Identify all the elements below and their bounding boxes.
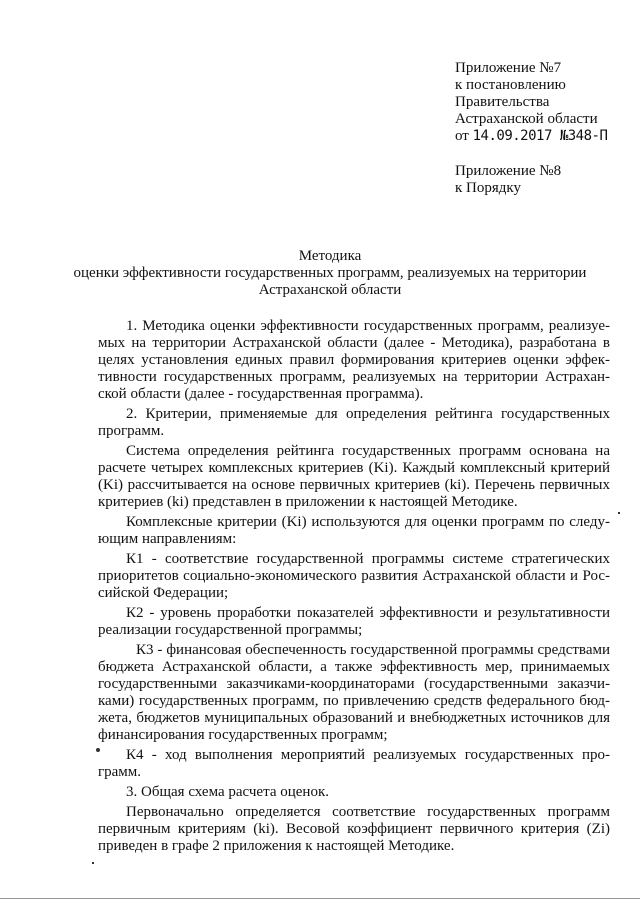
paragraph-line: К1 - соответствие государственной программы системе стратегических — [126, 551, 610, 567]
scan-speck — [96, 748, 100, 752]
paragraph-4 — [98, 514, 610, 548]
appendix-8-title: Приложение №8 — [455, 163, 562, 179]
paragraph-line: Система определения рейтинга государственных программ основана на — [126, 443, 610, 459]
appendix-7-line-2: к постановлению — [455, 77, 566, 93]
paragraph-line: 2. Критерии, применяемые для определения рейтинга государственных — [126, 406, 610, 422]
appendix-8-line-2: к Порядку — [455, 180, 521, 196]
appendix-7-title: Приложение №7 — [455, 60, 562, 76]
paragraph-line: целях установления единых правил формирования критериев оценки эффек- — [98, 352, 610, 368]
paragraph-line: финансирования государственных программ; — [98, 727, 388, 743]
date-prefix: от — [455, 128, 469, 144]
paragraph-3 — [98, 443, 610, 511]
resolution-date-stamp: 14.09.2017 №348-П — [472, 128, 608, 144]
paragraph-line: программ. — [98, 423, 165, 439]
paragraph-line: ской области (далее - государственная программа). — [98, 386, 424, 402]
paragraph-line: (Ki) рассчитывается на основе первичных критериев (ki). Перечень первичных — [98, 477, 610, 493]
appendix-7-line-4: Астраханской области — [455, 111, 598, 127]
paragraph-line: сийской Федерации; — [98, 585, 229, 601]
paragraph-line: первичным критериям (ki). Весовой коэффициент первичного критерия (Zi) — [98, 821, 610, 837]
paragraph-1 — [98, 318, 610, 403]
paragraph-line: Первоначально определяется соответствие государственных программ — [126, 804, 610, 820]
paragraph-line: тивности государственных программ, реализуемых на территории Астрахан- — [98, 369, 610, 385]
paragraph-line: расчете четырех комплексных критериев (Ki). Каждый комплексный критерий — [98, 460, 610, 476]
paragraph-line: бюджета Астраханской области, а также эффективность мер, принимаемых — [98, 659, 610, 675]
paragraph-line: ками) государственных программ, по привлечению средств федерального бюд- — [98, 693, 610, 709]
document-title — [60, 248, 600, 299]
criterion-k3 — [98, 642, 610, 744]
paragraph-line: государственными заказчиками-координаторами (государственными заказчи- — [98, 676, 610, 692]
paragraph-line: 3. Общая схема расчета оценок. — [126, 784, 329, 800]
paragraph-line: реализации государственной программы; — [98, 622, 363, 638]
scan-speck — [92, 862, 94, 864]
paragraph-line: приведен в графе 2 приложения к настоящей Методике. — [98, 838, 455, 854]
title-line-1: Методика — [298, 248, 362, 264]
title-line-2: оценки эффективности государственных программ, реализуемых на территории — [73, 265, 587, 281]
paragraph-6 — [98, 804, 610, 855]
criterion-k4 — [98, 747, 610, 781]
paragraph-line: критериев (ki) представлен в приложении к настоящей Методике. — [98, 494, 518, 510]
appendix-7-line-3: Правительства — [455, 94, 550, 110]
paragraph-line: К4 - ход выполнения мероприятий реализуемых государственных про- — [126, 747, 610, 763]
paragraph-2 — [98, 406, 610, 440]
paragraph-5 — [98, 784, 610, 801]
paragraph-line: приоритетов социально-экономического развития Астраханской области и Рос- — [98, 568, 610, 584]
appendix-8-header — [455, 163, 635, 197]
appendix-7-header — [455, 60, 635, 145]
paragraph-line: К2 - уровень проработки показателей эффективности и результативности — [126, 605, 610, 621]
criterion-k2 — [98, 605, 610, 639]
document-body — [98, 318, 610, 855]
scan-edge-line — [0, 898, 640, 899]
paragraph-line: Комплексные критерии (Ki) используются для оценки программ по следу- — [126, 514, 610, 530]
paragraph-line: мых на территории Астраханской области (далее - Методика), разработана в — [98, 335, 610, 351]
paragraph-line: ющим направлениям: — [98, 531, 237, 547]
criterion-k1 — [98, 551, 610, 602]
paragraph-line: жета, бюджетов муниципальных образований и внебюджетных источников для — [98, 710, 610, 726]
scan-speck — [618, 512, 620, 514]
paragraph-line: грамм. — [98, 764, 142, 780]
paragraph-line: К3 - финансовая обеспеченность государственной программы средствами — [136, 642, 610, 658]
paragraph-line: 1. Методика оценки эффективности государственных программ, реализуе- — [126, 318, 610, 334]
appendix-7-date-line — [455, 128, 635, 145]
title-line-3: Астраханской области — [258, 282, 402, 298]
